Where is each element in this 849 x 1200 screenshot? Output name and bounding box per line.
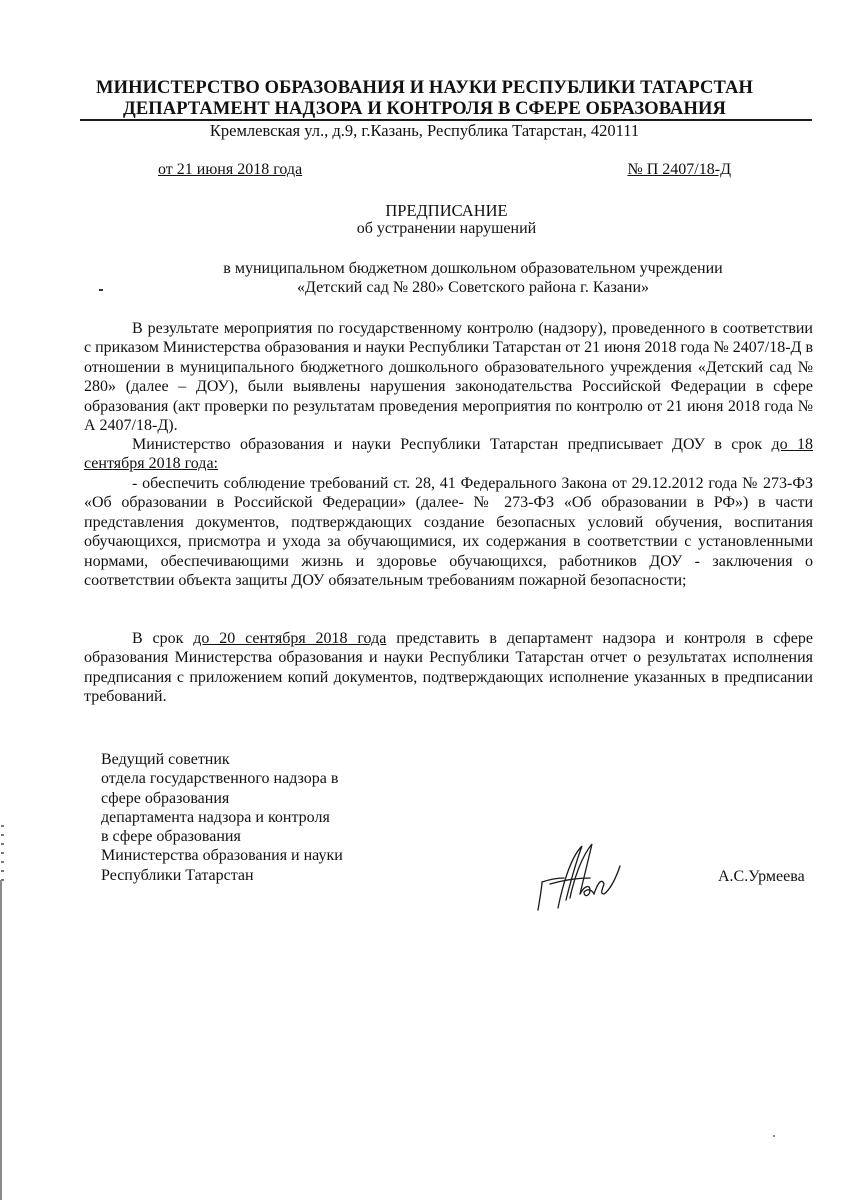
position-line: департамента надзора и контроля [101, 808, 330, 826]
report-text-start: В срок [132, 630, 194, 647]
paragraph-requirement [84, 474, 813, 590]
department-heading: ДЕПАРТАМЕНТ НАДЗОРА И КОНТРОЛЯ В СФЕРЕ ОБРАЗОВАНИЯ [123, 99, 726, 119]
ministry-heading: МИНИСТЕРСТВО ОБРАЗОВАНИЯ И НАУКИ РЕСПУБЛИКИ ТАТАРСТАН [96, 78, 753, 98]
paragraph-findings [84, 319, 813, 435]
scan-speck [773, 1135, 775, 1137]
order-deadline: до 18 сентября 2018 года: [84, 436, 813, 473]
address: Кремлевская ул., д.9, г.Казань, Республика Татарстан, 420111 [209, 121, 640, 140]
institution-line-1: в муниципальном бюджетном дошкольном образовательном учреждении [223, 260, 723, 277]
document-date: от 21 июня 2018 года [158, 161, 303, 178]
report-deadline: до 20 сентября 2018 года [193, 630, 387, 647]
document-number: № П 2407/18-Д [627, 161, 731, 178]
position-line: Республики Татарстан [101, 866, 254, 884]
position-line: Министерства образования и науки [101, 847, 343, 865]
position-line: в сфере образования [101, 828, 241, 846]
scan-edge-marks [1, 825, 4, 885]
scan-speck [99, 289, 103, 291]
order-text: Министерство образования и науки Республики Татарстан предписывает ДОУ в срок [132, 436, 772, 453]
document-subtitle: об устранении нарушений [356, 220, 537, 237]
position-line: сфере образования [101, 789, 230, 807]
paragraph-findings-text: В результате мероприятия по государственному контролю (надзору), проведенного в соответствии с приказом Министерства образования и науки Республики Татарстан от 21 июня 2018 года № 2407/18-Д в отношении в муниципального бюджетного дошкольного образовательного учреждения «Детский сад № 280» (далее – ДОУ), были выявлены нарушения законодательства Российской Федерации в сфере образования (акт проверки по результатам проведения мероприятия по контролю от 21 июня 2018 года № А 2407/18-Д). [84, 320, 813, 435]
requirement-text: - обеспечить соблюдение требований ст. 28, 41 Федерального Закона от 29.12.2012 года № 273-ФЗ «Об образовании в Российской Федерации» (далее- № 273-ФЗ «Об образовании в РФ») в части представления документов, подтверждающих создание безопасных условий обучения, воспитания обучающихся, присмотра и ухода за обучающимися, их содержания в соответствии с установленными нормами, обеспечивающими жизнь и здоровье обучающихся, работников ДОУ - заключения о соответствии объекта защиты ДОУ обязательным требованиям пожарной безопасности; [84, 475, 813, 590]
position-line: Ведущий советник [101, 751, 230, 768]
signer-name: А.С.Урмеева [718, 868, 805, 885]
paragraph-report [84, 629, 813, 707]
paragraph-order [84, 435, 813, 474]
document-title: ПРЕДПИСАНИЕ [385, 201, 508, 220]
scan-edge-line [0, 880, 2, 1200]
institution-line-2: «Детский сад № 280» Советского района г. Казани» [296, 279, 650, 296]
report-text-rest: представить в департамент надзора и контроля в сфере образования Министерства образования и науки Республики Татарстан отчет о результатах исполнения предписания с приложением копий документов, подтверждающих исполнение указанных в предписании требований. [84, 630, 814, 706]
handwritten-signature-icon [530, 838, 630, 913]
position-line: отдела государственного надзора в [101, 770, 339, 788]
signatory-position [101, 750, 343, 885]
